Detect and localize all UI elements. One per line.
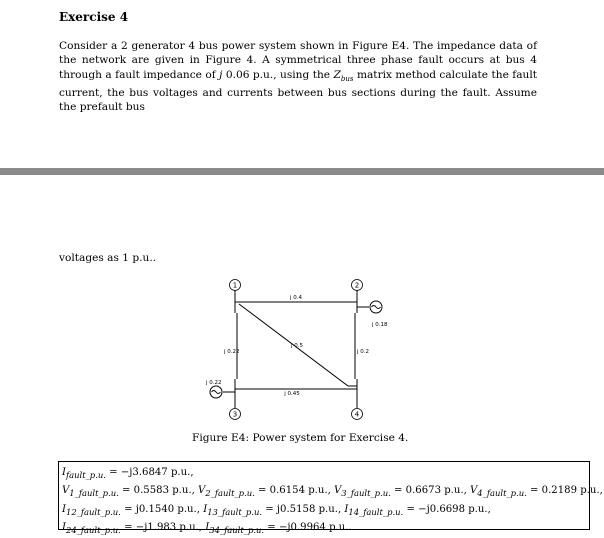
svg-text:1: 1 <box>232 281 238 290</box>
power-system-diagram <box>180 268 410 428</box>
impedance-line-2-4: j 0.2 <box>357 349 370 355</box>
page-break-divider <box>0 168 604 175</box>
result-line-currents-b: $I_{24\_fault\_p.u.} = -j1.983$ p.u., $I_{34\_fault\_p.u.} = -j0.9964$ p.u.. <box>62 521 352 535</box>
problem-statement-continuation: voltages as 1 p.u.. <box>59 252 157 264</box>
impedance-line-3-4: j 0.45 <box>284 391 300 397</box>
bus-label-3 <box>230 409 241 420</box>
svg-text:4: 4 <box>354 410 360 419</box>
impedance-line-1-2: j 0.4 <box>289 295 303 301</box>
svg-text:3: 3 <box>232 410 238 419</box>
impedance-line-1-4: j 0.5 <box>290 343 304 349</box>
power-system-figure <box>180 268 410 432</box>
exercise-title: Exercise 4 <box>59 10 129 24</box>
result-line-currents-a: $I_{12\_fault\_p.u.} = j0.1540$ p.u., $I_{13\_fault\_p.u.} = j0.5158$ p.u., $I_{14\_fault\_p.u.} = -j0.6698$ p.u., <box>62 503 491 517</box>
svg-text:2: 2 <box>354 281 360 290</box>
impedance-gen-2: j 0.18 <box>372 322 388 328</box>
bus-label-4 <box>352 409 363 420</box>
results-box <box>58 461 603 535</box>
result-line-fault-current: $I_{fault\_p.u.} = -j3.6847$ p.u., <box>62 467 194 481</box>
generator-2-icon <box>370 301 382 313</box>
impedance-gen-3: j 0.22 <box>206 380 222 386</box>
problem-statement: Consider a 2 generator 4 bus power system shown in Figure E4. The impedance data of the network are given in Figure 4. A symmetrical three phase fault occurs at bus 4 through a fault impedance of j 0.06 p.u., using the $Z_{bus}$ matrix method calculate the fault current, the bus voltages and currents between bus sections during the fault. Assume the prefault bus <box>59 40 538 114</box>
bus-label-2 <box>352 280 363 291</box>
result-line-bus-voltages: $V_{1\_fault\_p.u.} = 0.5583$ p.u., $V_{2\_fault\_p.u.} = 0.6154$ p.u., $V_{3\_fault\_p.u.} = 0.6673$ p.u., $V_{4\_fault\_p.u.} = 0.2189$ p.u., <box>62 485 603 499</box>
bus-label-1 <box>230 280 241 291</box>
figure-caption: Figure E4: Power system for Exercise 4. <box>192 432 409 444</box>
generator-3-icon <box>210 386 222 398</box>
impedance-line-1-3: j 0.22 <box>224 349 240 355</box>
